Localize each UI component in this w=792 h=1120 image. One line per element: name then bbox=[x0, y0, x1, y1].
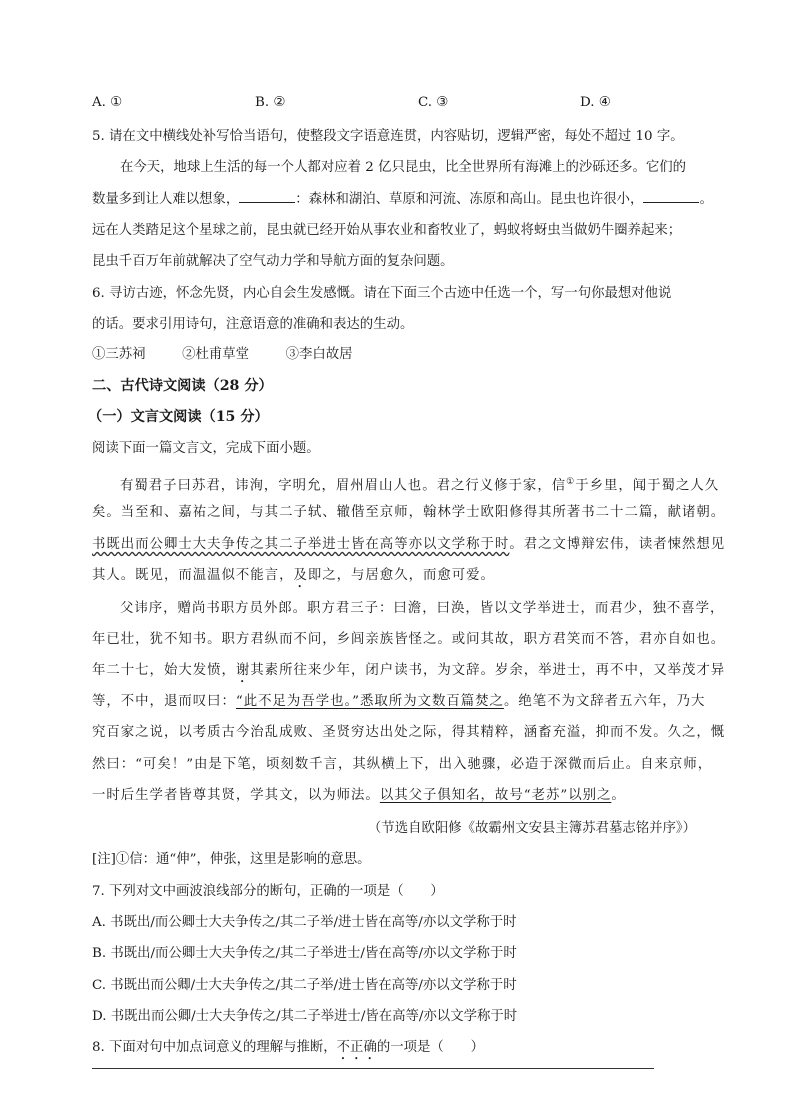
footnote: [注]①信：通“伸”，伸张，这里是影响的意思。 bbox=[92, 852, 371, 867]
passage-text: 一时后生学者皆尊其贤，学其文，以为师法。 bbox=[92, 788, 380, 803]
q7-option-b[interactable]: B. 书既出/而公卿士大夫争传之/其二子举进士/皆在高等/亦以文学称于时 bbox=[92, 946, 517, 961]
passage-text: 于乡里，闻于蜀之人久 bbox=[575, 478, 720, 494]
passage-text: 其素所往来少年，闭户读书，为文辞。岁余，举进士，再不中，又举茂才异 bbox=[250, 663, 726, 678]
passage-line-10: 然曰：“可矣！”由是下笔，顷刻数千言，其纵横上下，出入驰骤，必造于深微而后止。自来京师， bbox=[92, 757, 713, 772]
underlined-sentence-2: 以其父子俱知名，故号“老苏”以别之 bbox=[379, 788, 612, 803]
underlined-sentence-1: “此不足为吾学也。”悉取所为文数百篇焚之 bbox=[235, 694, 504, 709]
passage-text: 等，不中，退而叹曰： bbox=[92, 694, 236, 709]
q5-blank-1[interactable] bbox=[239, 190, 295, 203]
passage-line-2: 矣。当至和、嘉祐之间，与其二子轼、辙偕至京师，翰林学士欧阳修得其所著书二十二篇，献诸朝。 bbox=[92, 505, 726, 520]
passage-line-7 bbox=[92, 662, 725, 686]
wavy-underlined-sentence: 书既出而公卿士大夫争传之其二子举进士皆在高等亦以文学称于时 bbox=[92, 537, 510, 552]
passage-text: 即之，与居愈久，而愈可爱。 bbox=[307, 568, 495, 583]
q7-option-a[interactable]: A. 书既出/而公卿士大夫争传之/其二子举/进士皆在高等/亦以文学称于时 bbox=[92, 915, 517, 930]
q5-passage-line-4: 昆虫千百万年前就解决了空气动力学和导航方面的复杂问题。 bbox=[92, 254, 454, 269]
passage-text: 有蜀君子曰苏君，讳洵，字明允，眉州眉山人也。君之行义修于家，信 bbox=[120, 478, 567, 494]
passage-line-9: 究百家之说，以考质古今治乱成败、圣贤穷达出处之际，得其精粹，涵畜充溢，抑而不发。久之，慨 bbox=[92, 725, 726, 740]
q5-passage-line-1: 在今天，地球上生活的每一个人都对应着 2 亿只昆虫，比全世界所有海滩上的沙砾还多。它们的 bbox=[120, 160, 687, 175]
q4-option-d[interactable]: D. ④ bbox=[580, 95, 611, 110]
q8-text: 8. 下面对句中加点词意义的理解与推断， bbox=[92, 1040, 337, 1055]
passage-text: 。君之文博辩宏伟，读者悚然想见 bbox=[509, 537, 726, 552]
q8-text: 的一项是（ ） bbox=[376, 1040, 484, 1055]
dotted-word-ji: 及 bbox=[293, 568, 308, 583]
page-bottom-rule bbox=[92, 1068, 654, 1069]
passage-line-4 bbox=[92, 567, 495, 591]
q5-stem: 5. 请在文中横线处补写恰当语句，使整段文字语意连贯，内容贴切，逻辑严密，每处不超过 10 字。 bbox=[92, 129, 684, 144]
q7-option-d[interactable]: D. 书既出而公卿/士大夫争传之/其二子举进士/皆在高等/亦以文学称于时 bbox=[92, 1009, 518, 1024]
subsection-heading: （一）文言文阅读（15 分） bbox=[88, 409, 269, 425]
passage-source: （节选自欧阳修《故霸州文安县主簿苏君墓志铭并序》） bbox=[367, 821, 696, 836]
q5-blank-2[interactable] bbox=[643, 190, 699, 203]
reading-instruction: 阅读下面一篇文言文，完成下面小题。 bbox=[92, 441, 320, 456]
passage-text: 。绝笔不为文辞者五六年，乃大 bbox=[503, 694, 706, 709]
q6-choice-1: ①三苏祠 bbox=[92, 347, 146, 362]
passage-line-3 bbox=[92, 536, 725, 554]
q5-passage-line-3: 远在人类踏足这个星球之前，昆虫就已经开始从事农业和畜牧业了，蚂蚁将蚜虫当做奶牛圈养起来； bbox=[92, 223, 682, 238]
dotted-word-xie: 谢 bbox=[235, 663, 251, 678]
q4-option-b[interactable]: B. ② bbox=[255, 95, 286, 110]
passage-text: 。 bbox=[611, 788, 626, 803]
passage-line-8 bbox=[92, 693, 705, 711]
q7-stem: 7. 下列对文中画波浪线部分的断句，正确的一项是（ ） bbox=[92, 884, 444, 899]
section-heading: 二、古代诗文阅读（28 分） bbox=[92, 378, 273, 394]
q5-text-a: 数量多到让人难以想象， bbox=[92, 192, 240, 207]
q8-stem bbox=[92, 1039, 484, 1063]
passage-line-6: 年已壮，犹不知书。职方君纵而不问，乡闾亲族皆怪之。或问其故，职方君笑而不答，君亦自如也。 bbox=[92, 632, 726, 647]
q6-stem-line-2: 的话。要求引用诗句，注意语意的准确和表达的生动。 bbox=[92, 317, 414, 332]
q5-passage-line-2 bbox=[92, 190, 713, 209]
q5-text-b: ：森林和湖泊、草原和河流、冻原和高山。昆虫也许很小， bbox=[295, 192, 644, 207]
q5-text-c: 。 bbox=[699, 192, 713, 207]
passage-text: 其人。既见，而温温似不能言， bbox=[92, 568, 294, 583]
q8-emphasis: 不正确 bbox=[336, 1040, 377, 1055]
q4-option-a[interactable]: A. ① bbox=[92, 95, 123, 110]
q6-choice-3: ③李白故居 bbox=[285, 347, 353, 362]
passage-text: 年二十七，始大发愤， bbox=[92, 663, 236, 678]
q6-stem-line-1: 6. 寻访古迹，怀念先贤，内心自会生发感慨。请在下面三个古迹中任选一个，写一句你最想对他说 bbox=[92, 286, 672, 301]
q6-choices bbox=[92, 346, 353, 364]
q6-choice-2: ②杜甫草堂 bbox=[182, 347, 250, 362]
passage-line-1 bbox=[120, 473, 719, 495]
passage-line-5: 父讳序，赠尚书职方员外郎。职方君三子：曰澹，曰涣，皆以文学举进士，而君少，独不喜学， bbox=[120, 601, 725, 616]
footnote-marker: ① bbox=[566, 477, 576, 487]
passage-line-11 bbox=[92, 787, 626, 805]
q7-option-c[interactable]: C. 书既出而公卿/士大夫争传之/其二子举/进士皆在高等/亦以文学称于时 bbox=[92, 978, 517, 993]
q4-option-c[interactable]: C. ③ bbox=[418, 95, 449, 110]
